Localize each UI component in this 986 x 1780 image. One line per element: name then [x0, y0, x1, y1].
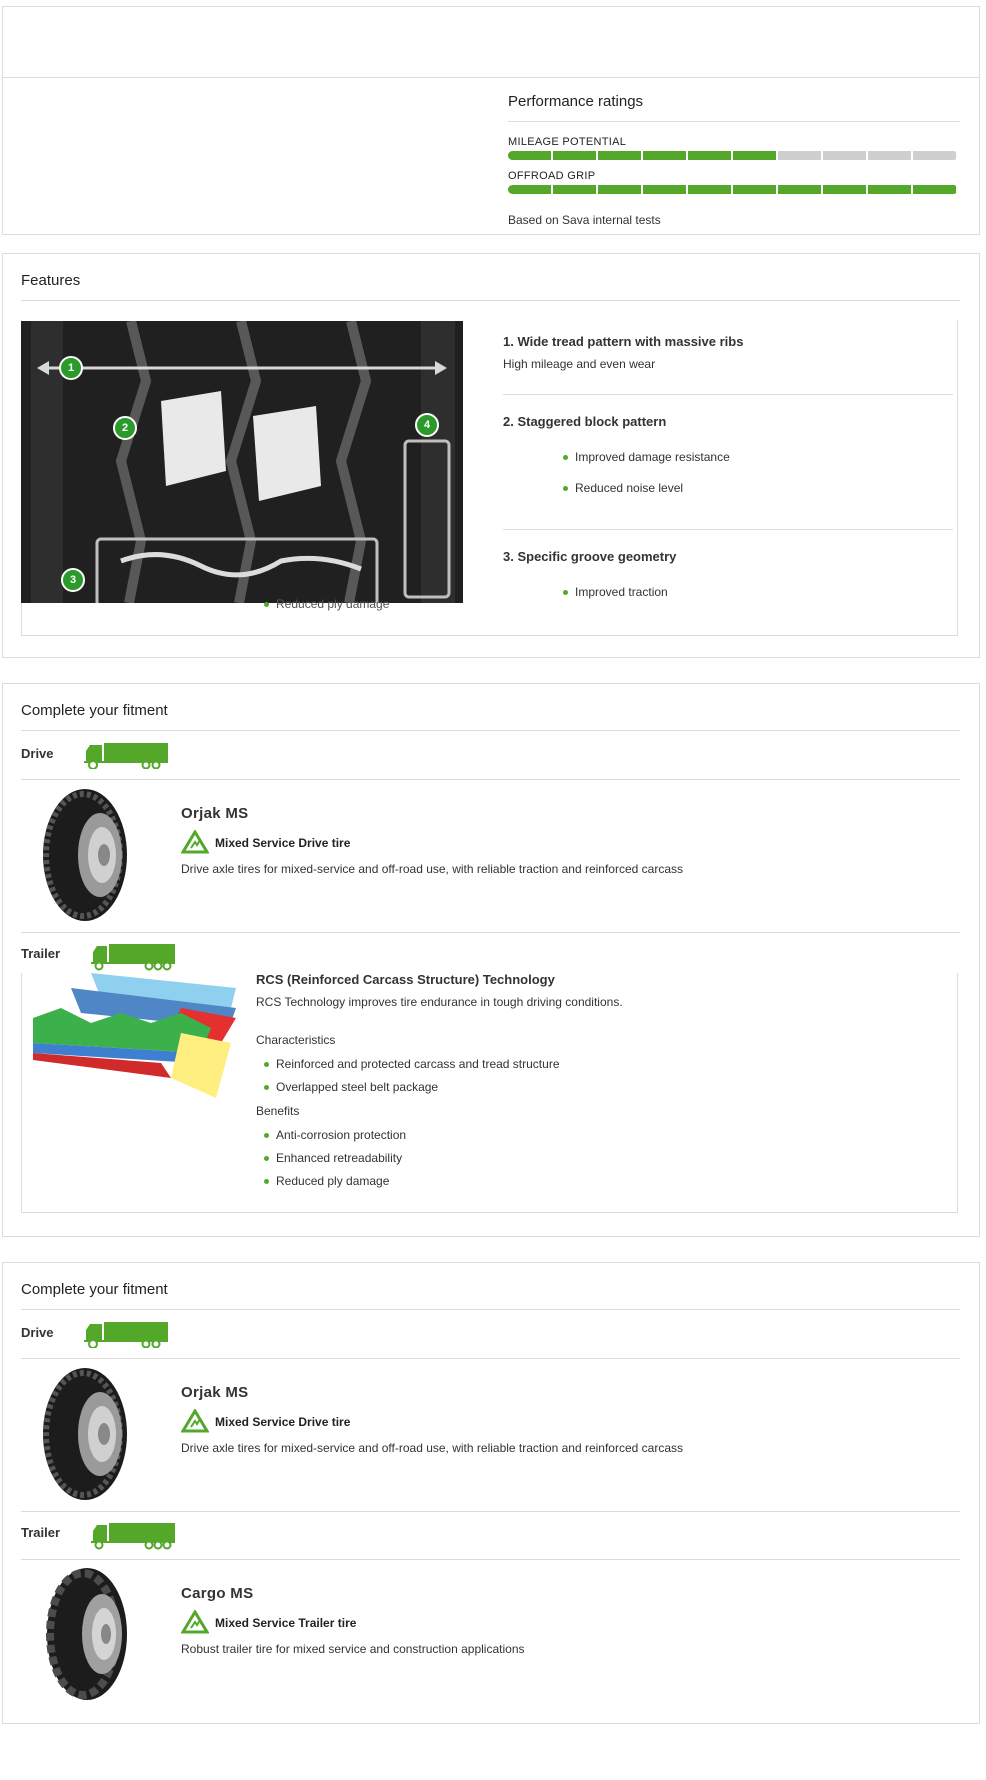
- fitment-2-drive-label: Drive: [21, 1325, 54, 1340]
- feature-3-bullet-1: Improved traction: [575, 585, 668, 599]
- drive-truck-icon-2: [84, 1320, 168, 1353]
- fitment-2-divider-trailer: [21, 1511, 960, 1512]
- feature-1-text: High mileage and even wear: [503, 357, 656, 371]
- rcs-benefit-1: Anti-corrosion protection: [276, 1128, 407, 1142]
- feature-marker-3[interactable]: 3: [61, 568, 85, 592]
- cargo-tire-image[interactable]: [40, 1567, 135, 1702]
- fitment-2-trailer-product-type: Mixed Service Trailer tire: [215, 1616, 357, 1630]
- mixed-service-icon-2: [181, 1409, 209, 1438]
- rating-bar-mileage: [508, 151, 958, 160]
- fitment-2-drive-product-name[interactable]: Orjak MS: [181, 1384, 249, 1401]
- feature-divider-2: [503, 529, 953, 530]
- fitment-1-title: Complete your fitment: [21, 702, 168, 719]
- mixed-service-icon-3: [181, 1610, 209, 1639]
- features-divider: [21, 300, 960, 301]
- rcs-benefit-3: Reduced ply damage: [276, 1174, 390, 1188]
- feature-marker-1[interactable]: 1: [59, 356, 83, 380]
- fitment-1-divider-top: [21, 730, 960, 731]
- fitment-1-divider-trailer: [21, 932, 960, 933]
- rcs-benefits-label: Benefits: [256, 1104, 300, 1118]
- rcs-title: RCS (Reinforced Carcass Structure) Technology: [256, 972, 555, 987]
- fitment-2-title: Complete your fitment: [21, 1281, 168, 1298]
- feature-2-bullet-2: Reduced noise level: [575, 481, 684, 495]
- fitment-1-trailer-label: Trailer: [21, 946, 61, 961]
- mixed-service-icon: [181, 830, 209, 859]
- orjak-tire-image-2[interactable]: [38, 1367, 133, 1502]
- fitment-1-divider-drive: [21, 779, 960, 780]
- feature-marker-4[interactable]: 4: [415, 413, 439, 437]
- performance-note: Based on Sava internal tests: [508, 213, 661, 227]
- fitment-1-drive-product-name[interactable]: Orjak MS: [181, 805, 249, 822]
- feature-2-bullet-1: Improved damage resistance: [575, 450, 730, 464]
- top-empty-panel: [2, 6, 980, 78]
- drive-truck-icon: [84, 741, 168, 774]
- fitment-1-drive-product-type: Mixed Service Drive tire: [215, 836, 351, 850]
- feature-2-title: 2. Staggered block pattern: [503, 414, 667, 429]
- fitment-2-divider-top: [21, 1309, 960, 1310]
- fitment-2-drive-product-type: Mixed Service Drive tire: [215, 1415, 351, 1429]
- rating-label-mileage: MILEAGE POTENTIAL: [508, 136, 627, 148]
- tread-pattern-image: [21, 321, 463, 603]
- fitment-2-divider-drive: [21, 1358, 960, 1359]
- fitment-2-trailer-label: Trailer: [21, 1525, 61, 1540]
- feature-divider-1: [503, 394, 953, 395]
- fitment-2-drive-product-desc: Drive axle tires for mixed-service and off-road use, with reliable traction and reinforced carcass: [181, 1441, 683, 1455]
- rcs-intro: RCS Technology improves tire endurance in tough driving conditions.: [256, 995, 623, 1009]
- trailer-truck-icon-2: [91, 1521, 175, 1556]
- fitment-2-trailer-product-name[interactable]: Cargo MS: [181, 1585, 254, 1602]
- features-overflow-text: Reduced ply damage: [276, 597, 390, 611]
- feature-3-title: 3. Specific groove geometry: [503, 549, 677, 564]
- performance-divider: [508, 121, 960, 122]
- orjak-tire-image-1[interactable]: [38, 788, 133, 923]
- performance-title: Performance ratings: [508, 93, 644, 110]
- tread-pattern-svg: [21, 321, 463, 603]
- rcs-characteristics-label: Characteristics: [256, 1033, 336, 1047]
- rcs-structure-image: [31, 968, 239, 1104]
- fitment-2-divider-trailer-bottom: [21, 1559, 960, 1560]
- features-title: Features: [21, 272, 81, 289]
- feature-1-title: 1. Wide tread pattern with massive ribs: [503, 334, 744, 349]
- rating-bar-offroad: [508, 185, 958, 194]
- rcs-benefit-2: Enhanced retreadability: [276, 1151, 403, 1165]
- feature-marker-2[interactable]: 2: [113, 416, 137, 440]
- fitment-1-drive-product-desc: Drive axle tires for mixed-service and off-road use, with reliable traction and reinforced carcass: [181, 862, 683, 876]
- rating-label-offroad: OFFROAD GRIP: [508, 170, 596, 182]
- rcs-characteristic-2: Overlapped steel belt package: [276, 1080, 439, 1094]
- rcs-characteristic-1: Reinforced and protected carcass and tread structure: [276, 1057, 560, 1071]
- fitment-2-trailer-product-desc: Robust trailer tire for mixed service and construction applications: [181, 1642, 525, 1656]
- fitment-1-drive-label: Drive: [21, 746, 54, 761]
